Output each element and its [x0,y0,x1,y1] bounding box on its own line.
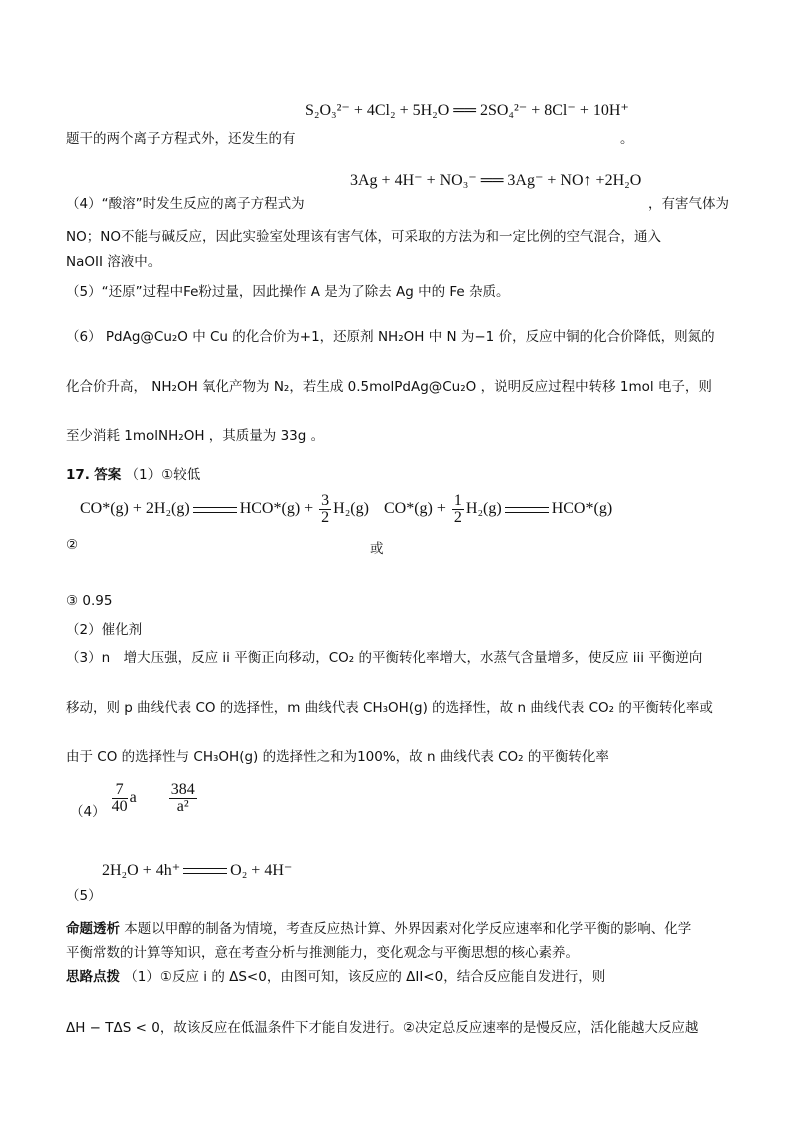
text-line: ③ 0.95 [66,593,113,609]
part-5-label: （5） [66,888,102,904]
text-line: NaOII 溶液中。 [66,254,162,270]
text-line: （5）“还原”过程中Fe粉过量，因此操作 A 是为了除去 Ag 中的 Fe 杂质。 [66,284,510,300]
equation-a: CO*(g) + 2H₂(g) HCO*(g) + $\frac{3}{2}$ H₂(g) [80,492,369,526]
text-line: 由于 CO 的选择性与 CH₃OH(g) 的选择性之和为100%，故 n 曲线代表 CO₂ 的平衡转化率 [66,749,609,765]
fraction: $\frac{1}{2}$ [453,492,462,526]
equation-ag-dissolve: 3Ag + 4H⁻ + NO₃⁻ ══ 3Ag⁻ + NO↑ +2H₂O [350,172,642,189]
equation-s2o3-cl2: S₂O₃²⁻ + 4Cl₂ + 5H₂O ══ 2SO₄²⁻ + 8Cl⁻ + 10H⁺ [305,102,629,119]
text-line: NO；NO不能与碱反应，因此实验室处理该有害气体，可采取的方法为和一定比例的空气混合，通入 [66,229,661,245]
question-number: 17. [66,467,90,483]
text-line: （4）“酸溶”时发生反应的离子方程式为 [66,196,305,212]
equation-b: CO*(g) + $\frac{1}{2}$ H₂(g) HCO*(g) [384,492,613,526]
answer-label: 答案 [94,467,122,483]
circle-2-marker: ② [66,537,79,553]
text-line: （2）催化剂 [66,622,143,638]
fraction: $\frac{384}{\text{a²}}$ [170,781,195,815]
text-line: 化合价升高， NH₂OH 氧化产物为 N₂，若生成 0.5molPdAg@Cu₂O ，说明反应过程中转移 1mol 电子，则 [66,379,712,395]
hint-line-2: ΔH − TΔS < 0，故该反应在低温条件下才能自发进行。②决定总反应速率的是慢反应，活化能越大反应越 [66,1020,699,1036]
text-line: 题干的两个离子方程式外，还发生的有 [66,131,296,147]
fraction: $\frac{3}{2}$ [321,492,330,526]
equation-5: 2H₂O + 4h⁺ O₂ + 4H⁻ [102,862,293,879]
text-line: （6） PdAg@Cu₂O 中 Cu 的化合价为+1，还原剂 NH₂OH 中 N 为−1 价，反应中铜的化合价降低，则氮的 [66,329,715,345]
part-1: （1）①较低 [125,467,201,483]
fraction: $\frac{7}{40}$ [111,781,128,815]
text-line: （3）n 增大压强，反应 ii 平衡正向移动，CO₂ 的平衡转化率增大，水蒸气含量增多，使反应 iii 平衡逆向 [66,650,703,666]
part-4-answer: $_{(4)}$ $\frac{7}{40}$ a $\frac{384}{\text{a²}}$ [70,781,195,821]
equation-double-bar [505,507,549,513]
equation-double-bar [183,868,227,874]
text-line: 。 [620,131,634,147]
analysis-line-2: 平衡常数的计算等知识，意在考查分析与推测能力，变化观念与平衡思想的核心素养。 [66,945,579,961]
hint-line-1: 思路点拨 （1）①反应 i 的 ΔS<0，由图可知，该反应的 ΔII<0，结合反应能自发进行，则 [66,969,606,985]
text-line: 至少消耗 1molNH₂OH ，其质量为 33g 。 [66,428,325,444]
text-line: 移动，则 p 曲线代表 CO 的选择性，m 曲线代表 CH₃OH(g) 的选择性，故 n 曲线代表 CO₂ 的平衡转化率或 [66,700,713,716]
text-line: ，有害气体为 [648,196,729,212]
analysis-line-1: 命题透析 本题以甲醇的制备为情境，考查反应热计算、外界因素对化学反应速率和化学平衡的影响、化学 [66,921,692,937]
q17-header [66,463,200,483]
equation-double-bar [193,507,237,513]
or-text: 或 [370,541,384,557]
